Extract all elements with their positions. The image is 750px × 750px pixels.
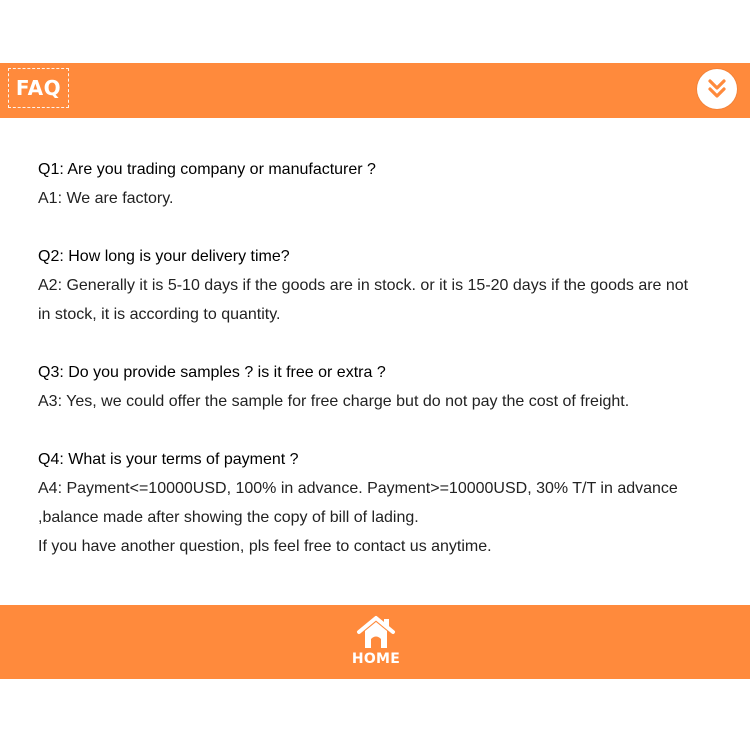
faq-answer-line: A1: We are factory. xyxy=(38,190,174,207)
faq-answer-line: A2: Generally it is 5-10 days if the goods are in stock. or it is 15-20 days if the goods are not xyxy=(38,277,689,294)
faq-title: FAQ xyxy=(15,76,62,100)
faq-answer-line: A3: Yes, we could offer the sample for free charge but do not pay the cost of freight. xyxy=(38,393,630,410)
home-button[interactable] xyxy=(339,615,413,673)
double-chevron-down-icon xyxy=(704,76,730,102)
faq-item-1 xyxy=(38,155,708,213)
faq-list xyxy=(38,155,708,590)
footer-bar xyxy=(0,605,750,679)
faq-question: Q3: Do you provide samples ? is it free or extra ? xyxy=(38,364,386,381)
faq-item-3 xyxy=(38,358,708,416)
faq-question: Q2: How long is your delivery time? xyxy=(38,248,290,265)
faq-title-box xyxy=(8,68,69,108)
faq-question: Q1: Are you trading company or manufacturer ? xyxy=(38,161,376,178)
faq-header-bar xyxy=(0,63,750,118)
home-label: HOME xyxy=(351,651,401,667)
faq-item-4 xyxy=(38,445,708,561)
collapse-toggle-button[interactable] xyxy=(697,69,737,109)
house-icon xyxy=(356,615,396,649)
faq-answer-line: A4: Payment<=10000USD, 100% in advance. Payment>=10000USD, 30% T/T in advance xyxy=(38,480,678,497)
faq-question: Q4: What is your terms of payment ? xyxy=(38,451,299,468)
faq-contact-note: If you have another question, pls feel free to contact us anytime. xyxy=(38,538,492,555)
faq-item-2 xyxy=(38,242,708,329)
faq-answer-line: in stock, it is according to quantity. xyxy=(38,306,281,323)
faq-answer-line: ,balance made after showing the copy of bill of lading. xyxy=(38,509,419,526)
